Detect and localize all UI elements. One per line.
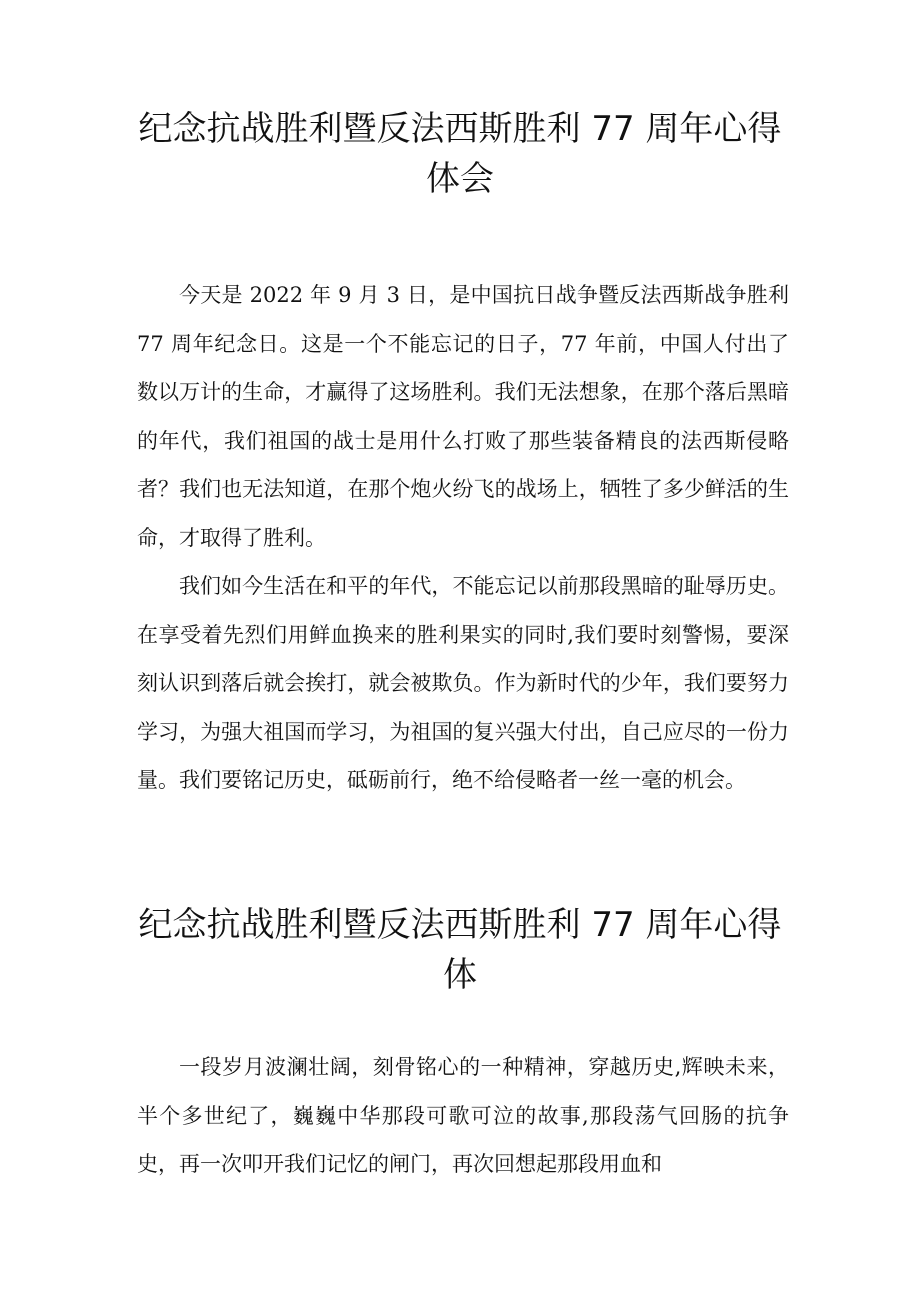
- title-line: 体会: [426, 159, 494, 199]
- body-paragraph: 我们如今生活在和平的年代，不能忘记以前那段黑暗的耻辱历史。在享受着先烈们用鲜血换来的胜利果实的同时,我们要时刻警惕，要深刻认识到落后就会挨打，就会被欺负。作为新时代的少年，我们要努力学习，为强大祖国而学习，为祖国的复兴强大付出，自己应尽的一份力量。我们要铭记历史，砥砺前行，绝不给侵略者一丝一毫的机会。: [137, 574, 789, 792]
- title-line: 体: [443, 955, 477, 995]
- title-line: 纪念抗战胜利暨反法西斯胜利 77 周年心得: [138, 109, 782, 149]
- article-body: [137, 271, 789, 805]
- article-title: [120, 104, 800, 204]
- article-body: [137, 1043, 789, 1189]
- title-line: 纪念抗战胜利暨反法西斯胜利 77 周年心得: [138, 905, 782, 945]
- body-paragraph: 一段岁月波澜壮阔，刻骨铭心的一种精神，穿越历史,辉映未来，半个多世纪了，巍巍中华那段可歌可泣的故事,那段荡气回肠的抗争史，再一次叩开我们记忆的闸门，再次回想起那段用血和: [137, 1055, 789, 1176]
- article-title: [120, 900, 800, 1000]
- body-paragraph: 今天是 2022 年 9 月 3 日，是中国抗日战争暨反法西斯战争胜利 77 周年纪念日。这是一个不能忘记的日子，77 年前，中国人付出了数以万计的生命，才赢得了这场胜利。我们无法想象，在那个落后黑暗的年代，我们祖国的战士是用什么打败了那些装备精良的法西斯侵略者？我们也无法知道，在那个炮火纷飞的战场上，牺牲了多少鲜活的生命，才取得了胜利。: [137, 283, 789, 550]
